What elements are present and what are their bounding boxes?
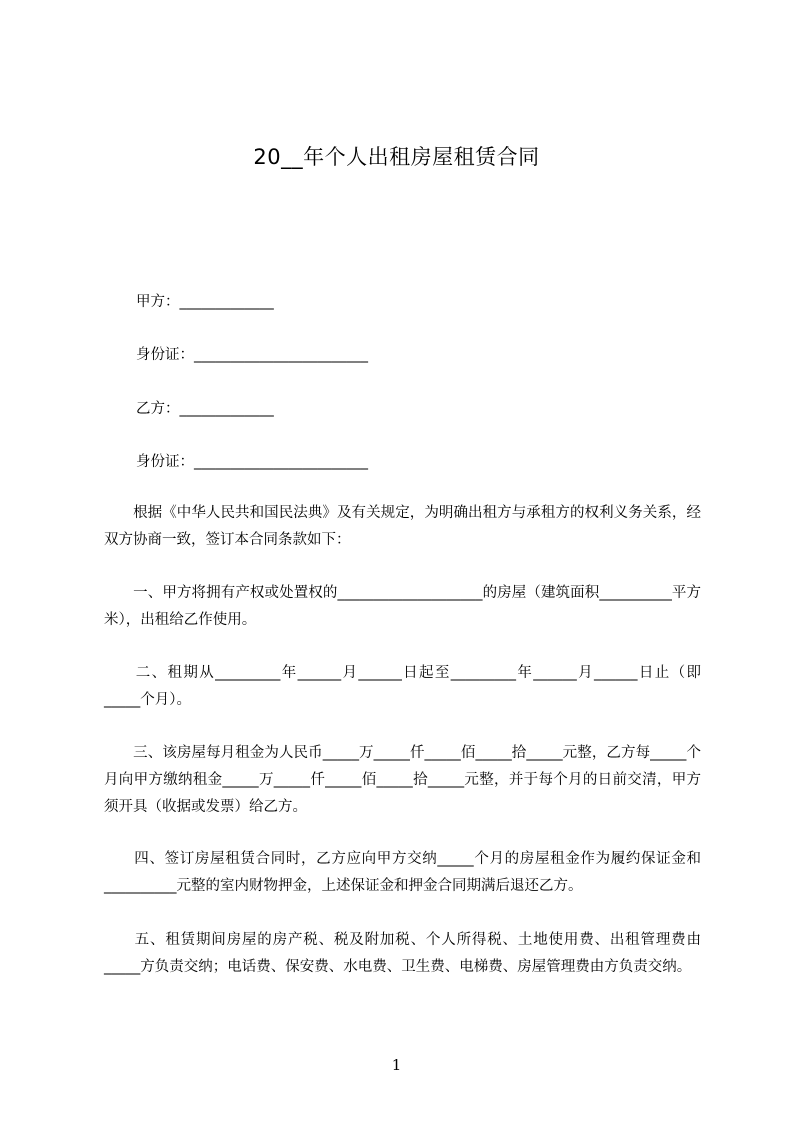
paragraph-preamble: 根据《中华人民共和国民法典》及有关规定，为明确出租方与承租方的权利义务关系，经双方协商一致，签订本合同条款如下： <box>104 505 701 548</box>
party-a-id-field: 身份证：________________________ <box>136 347 368 363</box>
paragraph-clause-5: 五、租赁期间房屋的房产税、税及附加税、个人所得税、土地使用费、出租管理费由_____方负责交纳；电话费、保安费、水电费、卫生费、电梯费、房屋管理费由方负责交纳。 <box>104 932 701 975</box>
party-a-field: 甲方：_____________ <box>136 294 274 310</box>
paragraph-clause-4: 四、签订房屋租赁合同时，乙方应向甲方交纳_____个月的房屋租金作为履约保证金和__________元整的室内财物押金，上述保证金和押金合同期满后退还乙方。 <box>104 851 701 894</box>
paragraph-clause-1: 一、甲方将拥有产权或处置权的____________________的房屋（建筑面积__________平方米），出租给乙作使用。 <box>104 585 701 628</box>
page-number: 1 <box>391 1056 402 1074</box>
party-b-id-field: 身份证：________________________ <box>136 454 368 470</box>
paragraph-clause-2: 二、租期从_________年______月______日起至_________年______月______日止（即_____个月）。 <box>104 665 701 708</box>
party-b-field: 乙方：_____________ <box>136 401 274 417</box>
paragraph-clause-3: 三、该房屋每月租金为人民币_____万_____仟_____佰_____拾_____元整，乙方每_____个月向甲方缴纳租金_____万_____仟_____佰_____拾_____元整，并于每个月的日前交清，甲方须开具（收据或发票）给乙方。 <box>104 745 701 815</box>
document-title: 20__年个人出租房屋租赁合同 <box>253 145 540 169</box>
